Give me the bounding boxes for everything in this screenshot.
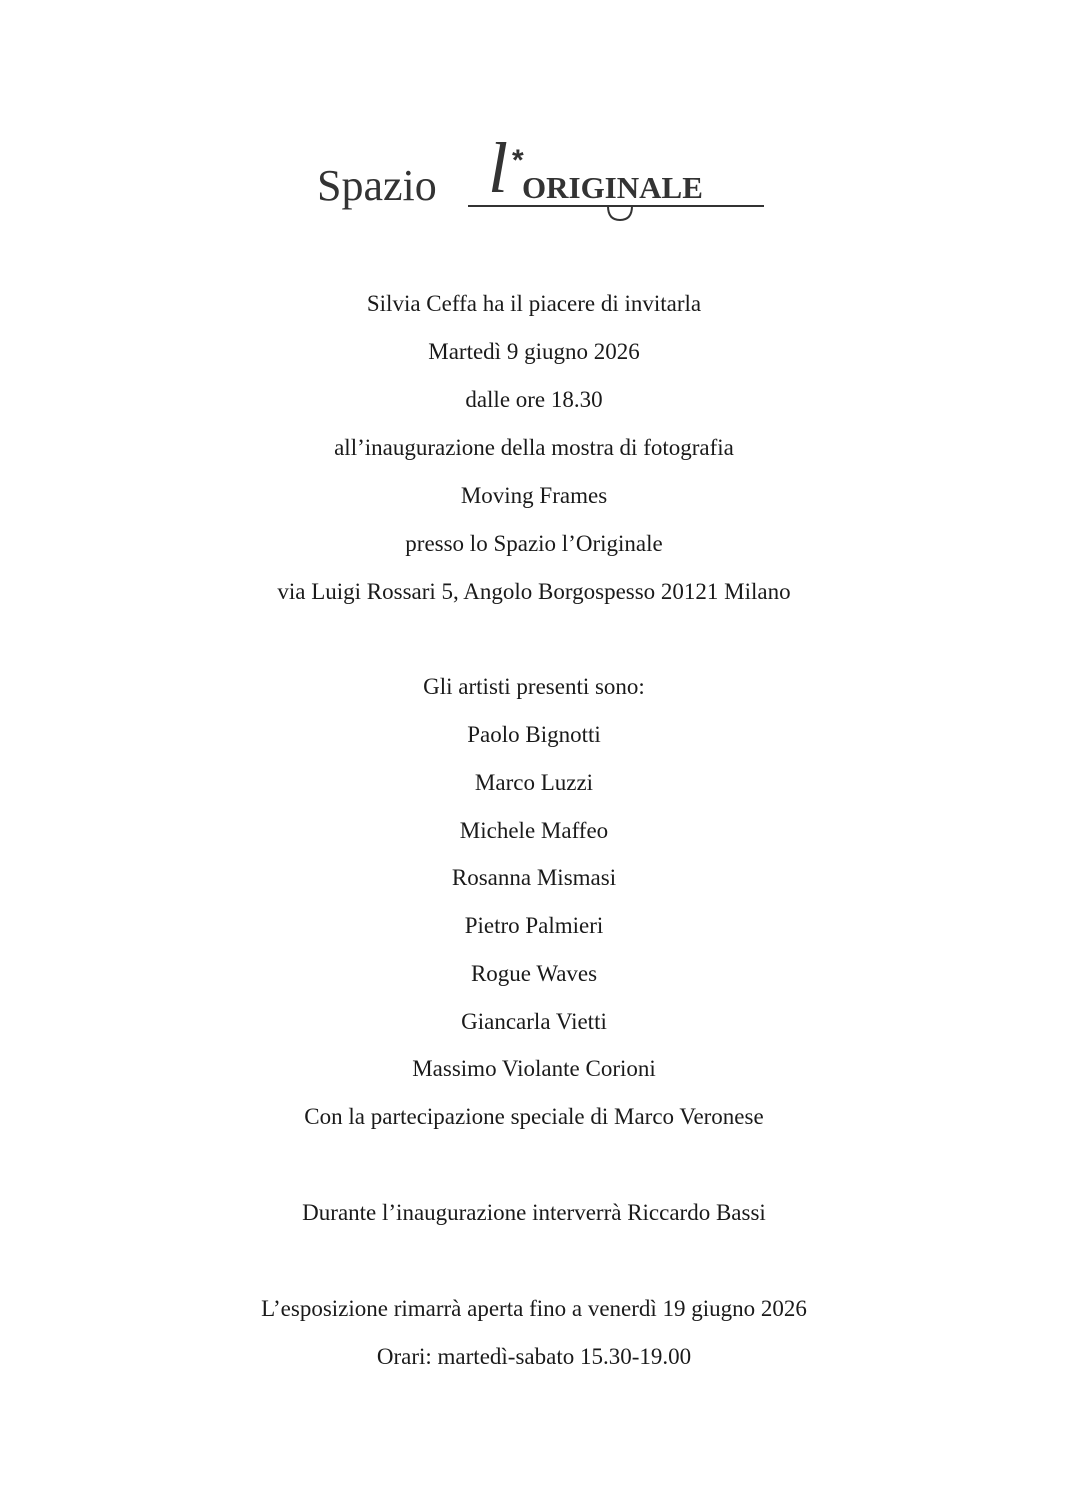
spazio-loriginale-logo	[300, 130, 780, 230]
host-line: Silvia Ceffa ha il piacere di invitarla	[366, 291, 702, 316]
artist-name: Paolo Bignotti	[467, 722, 601, 747]
event-address: via Luigi Rossari 5, Angolo Borgospesso 20121 Milano	[277, 579, 791, 604]
closing-date: L’esposizione rimarrà aperta fino a venerdì 19 giugno 2026	[261, 1296, 807, 1321]
event-venue: presso lo Spazio l’Originale	[405, 531, 663, 556]
logo-letter: l	[488, 130, 509, 208]
logo-mark: ORIGINALE	[522, 170, 703, 205]
special-guest: Con la partecipazione speciale di Marco Veronese	[304, 1104, 764, 1129]
event-date: Martedì 9 giugno 2026	[428, 339, 640, 364]
artist-name: Massimo Violante Corioni	[412, 1056, 656, 1081]
artist-name: Michele Maffeo	[459, 818, 609, 843]
logo-star: *	[512, 144, 524, 177]
exhibition-title: Moving Frames	[460, 483, 608, 508]
artists-heading: Gli artisti presenti sono:	[423, 674, 645, 699]
artist-name: Giancarla Vietti	[461, 1009, 607, 1034]
artist-name: Rosanna Mismasi	[451, 865, 617, 890]
speaker-line: Durante l’inaugurazione interverrà Riccardo Bassi	[302, 1200, 766, 1225]
logo-hook	[608, 206, 632, 220]
event-occasion: all’inaugurazione della mostra di fotografia	[334, 435, 734, 460]
logo-word: Spazio	[317, 161, 437, 210]
opening-hours: Orari: martedì-sabato 15.30-19.00	[376, 1344, 692, 1369]
artist-name: Pietro Palmieri	[464, 913, 604, 938]
artist-name: Rogue Waves	[470, 961, 598, 986]
logo-graphic	[300, 130, 780, 230]
artist-name: Marco Luzzi	[474, 770, 594, 795]
event-time: dalle ore 18.30	[465, 387, 603, 412]
